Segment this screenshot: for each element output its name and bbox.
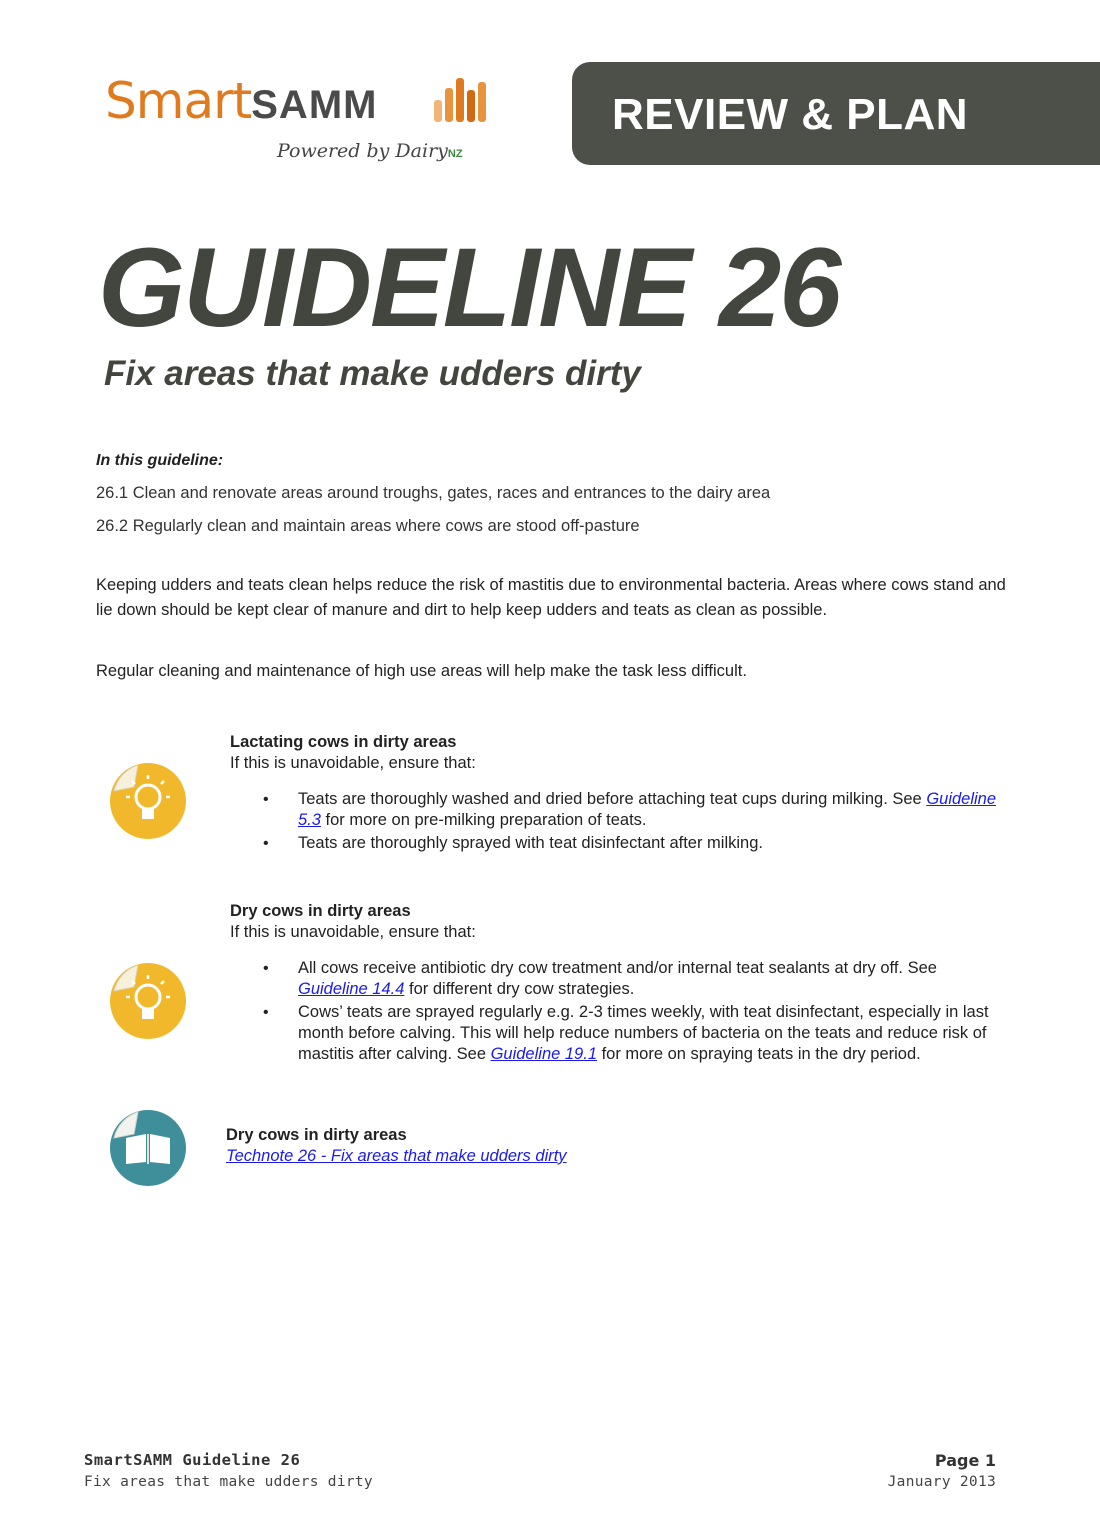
bullet-text: Teats are thoroughly sprayed with teat disinfectant after milking.	[298, 834, 763, 852]
guideline-item: 26.1 Clean and renovate areas around troughs, gates, races and entrances to the dairy area	[96, 484, 771, 502]
smartsamm-logo	[105, 72, 505, 172]
list-item	[230, 789, 1000, 831]
logo-smart: Smart	[105, 72, 252, 130]
list-item	[230, 958, 1000, 1000]
list-item	[230, 833, 1000, 854]
logo-powered-by	[277, 140, 463, 162]
in-this-guideline-heading: In this guideline:	[96, 452, 224, 469]
section-heading: Lactating cows in dirty areas	[230, 733, 457, 751]
section-intro: If this is unavoidable, ensure that:	[230, 754, 476, 772]
bullet-text: All cows receive antibiotic dry cow treatment and/or internal teat sealants at dry off. See	[298, 959, 937, 977]
guideline-14-4-link[interactable]: Guideline 14.4	[298, 980, 405, 998]
section-heading: Dry cows in dirty areas	[226, 1126, 407, 1144]
bullet-list	[230, 789, 1000, 856]
guideline-5-3-link[interactable]: Guideline 5.3	[298, 790, 997, 829]
banner-label: REVIEW & PLAN	[612, 90, 969, 139]
section-intro: If this is unavoidable, ensure that:	[230, 923, 476, 941]
technote-26-link[interactable]: Technote 26 - Fix areas that make udders dirty	[226, 1147, 567, 1165]
guideline-item: 26.2 Regularly clean and maintain areas where cows are stood off-pasture	[96, 517, 640, 535]
logo-bar	[434, 100, 442, 122]
footer-doc-subtitle: Fix areas that make udders dirty	[84, 1474, 373, 1490]
page-title: GUIDELINE 26	[98, 225, 840, 350]
logo-bar	[467, 90, 475, 122]
bullet-text: for different dry cow strategies.	[404, 980, 635, 998]
logo-bar	[445, 88, 453, 122]
page-subtitle: Fix areas that make udders dirty	[104, 354, 641, 393]
logo-wordmark	[105, 72, 377, 130]
list-item	[230, 1002, 1000, 1065]
logo-bar	[456, 78, 464, 122]
review-plan-banner	[572, 62, 1100, 165]
bullet-text: for more on pre-milking preparation of teats.	[320, 811, 647, 829]
logo-bar	[478, 82, 486, 122]
section-heading: Dry cows in dirty areas	[230, 902, 411, 920]
footer-doc-title: SmartSAMM Guideline 26	[84, 1451, 301, 1469]
logo-samm: SAMM	[251, 83, 378, 127]
bullet-text: Teats are thoroughly washed and dried before attaching teat cups during milking. See	[298, 790, 927, 808]
technote-link-wrap	[226, 1147, 567, 1166]
intro-paragraph: Keeping udders and teats clean helps reduce the risk of mastitis due to environmental bacteria. Areas where cows stand and lie down should be kept clear of manure and dirt to help keep udders and teats as clean as possible.	[96, 576, 1006, 619]
bullet-text: Cows’ teats are sprayed regularly e.g. 2-3 times weekly, with teat disinfectant, especially in last month before calving. This will help reduce numbers of bacteria on the teats and reduce risk of mastitis after calving. See	[298, 1003, 989, 1063]
bullet-text: for more on spraying teats in the dry period.	[597, 1045, 921, 1063]
footer-page-number: Page 1	[934, 1451, 996, 1470]
lightbulb-icon	[104, 957, 188, 1041]
footer-date: January 2013	[887, 1474, 996, 1490]
powered-by-text: Powered by Dairy	[277, 140, 448, 162]
lightbulb-icon	[104, 757, 188, 841]
book-icon	[104, 1104, 188, 1188]
powered-by-nz: NZ	[447, 148, 463, 160]
bullet-list	[230, 958, 1000, 1067]
logo-bars-icon	[432, 78, 492, 124]
intro-paragraph: Regular cleaning and maintenance of high use areas will help make the task less difficult.	[96, 662, 747, 680]
guideline-19-1-link[interactable]: Guideline 19.1	[490, 1045, 597, 1063]
